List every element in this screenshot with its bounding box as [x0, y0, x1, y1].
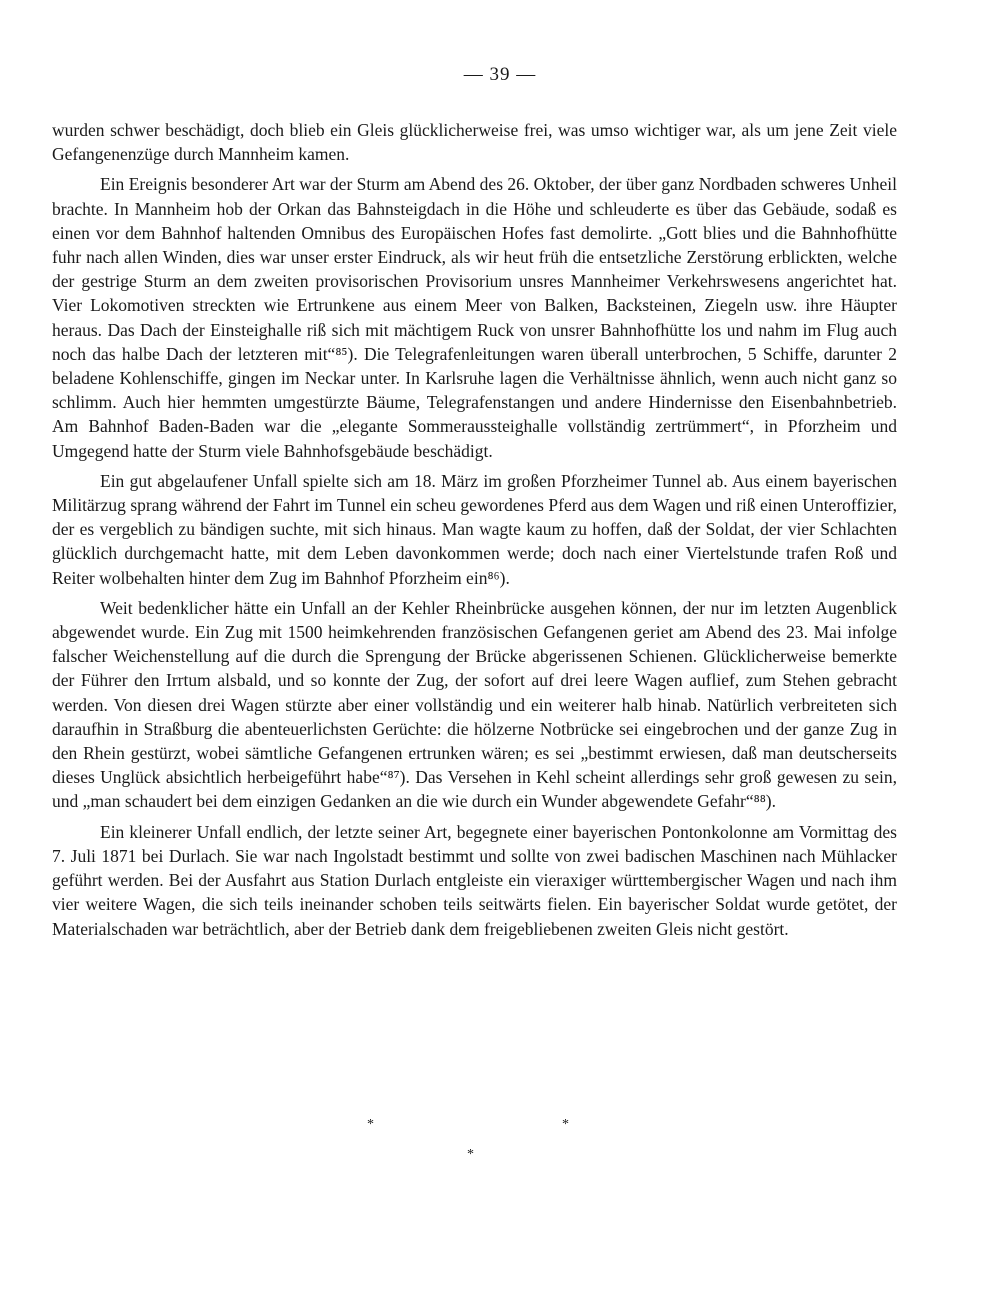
paragraph-tunnel-accident: Ein gut abgelaufener Unfall spielte sich am 18. März im großen Pforzheimer Tunnel ab. Aus einem bayerischen Militärzug sprang während der Fahrt im Tunnel ein scheu gewordenes Pferd aus dem Wagen und riß einen Unteroffizier, der es vergeblich zu bändigen suchte, mit sich hinaus. Man wagte kaum zu hoffen, daß der Soldat, der vier Schlachten glücklich durchgemacht hatte, mit dem Leben davonkommen werde; doch nach einer Viertelstunde trafen Roß und Reiter wolbehalten hinter dem Zug im Bahnhof Pforzheim ein⁸⁶).	[52, 470, 897, 588]
section-break	[0, 1112, 1000, 1172]
body-text	[52, 118, 897, 941]
paragraph-storm: Ein Ereignis besonderer Art war der Sturm am Abend des 26. Oktober, der über ganz Nordbaden schweres Unheil brachte. In Mannheim hob der Orkan das Bahnsteigdach in die Höhe und schleuderte es über das Gebäude, sodaß es einen vor dem Bahnhof haltenden Omnibus des Europäischen Hofes fast demolirte. „Gott blies und die Bahnhofhütte fuhr nach allen Winden, dies war unser erster Eindruck, als wir heut früh die entsetzliche Zerstörung erblickten, welche der gestrige Sturm an dem zweiten provisorischen Provisorium unsres Mannheimer Verkehrswesens angerichtet hat. Vier Lokomotiven streckten wie Ertrunkene aus einem Meer von Balken, Backsteinen, Ziegeln usw. ihre Häupter heraus. Das Dach der Einsteighalle riß sich mit mächtigem Ruck von unsrer Bahnhofhütte los und nahm im Flug auch noch das halbe Dach der letzteren mit“⁸⁵). Die Telegrafenleitungen waren überall unterbrochen, 5 Schiffe, darunter 2 beladene Kohlenschiffe, gingen im Neckar unter. In Karlsruhe lagen die Verhältnisse ähnlich, wenn auch nicht ganz so schlimm. Auch hier hemmten umgestürzte Bäume, Telegrafenstangen und andere Hindernisse den Eisenbahnbetrieb. Am Bahnhof Baden-Baden war die „elegante Sommeraussteighalle vollständig zertrümmert“, in Pforzheim und Umgegend hatte der Sturm viele Bahnhofsgebäude beschädigt.	[52, 174, 897, 461]
section-break-star: *	[367, 1117, 374, 1132]
section-break-star: *	[467, 1147, 474, 1162]
paragraph-continuation: wurden schwer beschädigt, doch blieb ein Gleis glücklicherweise frei, was umso wichtiger war, als um jene Zeit viele Gefangenenzüge durch Mannheim kamen.	[52, 120, 897, 165]
page-number: — 39 —	[463, 64, 537, 85]
paragraph-durlach-accident: Ein kleinerer Unfall endlich, der letzte seiner Art, begegnete einer bayerischen Pontonkolonne am Vormittag des 7. Juli 1871 bei Durlach. Sie war nach Ingolstadt bestimmt und sollte von zwei badischen Maschinen nach Mühlacker geführt werden. Bei der Ausfahrt aus Station Durlach entgleiste ein vieraxiger württembergischer Wagen und nach ihm vier weitere Wagen, die sich teils ineinander schoben teils seitwärts fielen. Ein bayerischer Soldat wurde getötet, der Materialschaden war beträchtlich, aber der Betrieb dank dem freigebliebenen zweiten Gleis nicht gestört.	[52, 821, 897, 939]
section-break-star: *	[562, 1117, 569, 1132]
paragraph-kehl-bridge: Weit bedenklicher hätte ein Unfall an der Kehler Rheinbrücke ausgehen können, der nur im letzten Augenblick abgewendet wurde. Ein Zug mit 1500 heimkehrenden französischen Gefangenen geriet am Abend des 23. Mai infolge falscher Weichenstellung auf die durch die Sprengung der Brücke abgerissenen Schienen. Glücklicherweise bemerkte der Führer den Irrtum alsbald, und so konnte der Zug, der sofort auf drei leere Wagen auflief, zum Stehen gebracht werden. Von diesen drei Wagen stürzte aber einer vollständig und ein weiterer halb hinab. Natürlich verbreiteten sich daraufhin in Straßburg die abenteuerlichsten Gerüchte: die hölzerne Notbrücke sei eingebrochen und der ganze Zug in den Rhein gestürzt, wobei sämtliche Gefangenen ertrunken wären; es sei „bestimmt erwiesen, daß man deutscherseits dieses Unglück absichtlich herbeigeführt habe“⁸⁷). Das Versehen in Kehl scheint allerdings sehr groß gewesen zu sein, und „man schaudert bei dem einzigen Gedanken an die wie durch ein Wunder abgewendete Gefahr“⁸⁸).	[52, 597, 897, 812]
